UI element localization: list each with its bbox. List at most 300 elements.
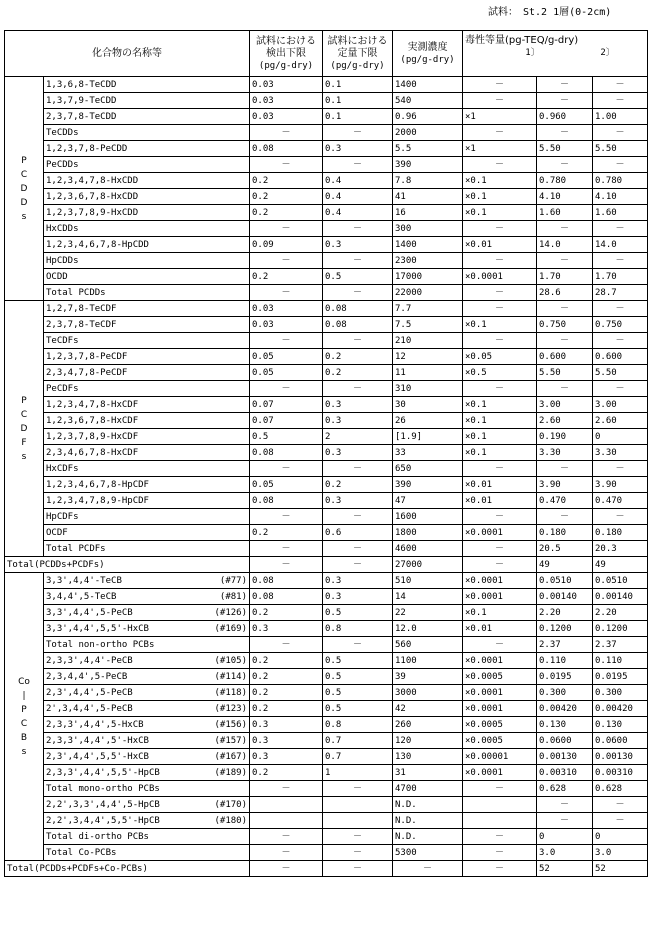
quantitation-limit-cell: － [323, 829, 393, 845]
compound-name-cell [44, 669, 250, 685]
teq-2-cell: 0.130 [593, 717, 648, 733]
teq-2-cell: － [593, 333, 648, 349]
compound-name-cell [44, 589, 250, 605]
compound-name-wrap [46, 688, 247, 698]
tef-cell: ×0.1 [463, 173, 537, 189]
quantitation-limit-cell: 0.08 [323, 301, 393, 317]
concentration-cell: 540 [393, 93, 463, 109]
teq-1-cell: 0.628 [537, 781, 593, 797]
teq-1-cell: － [537, 509, 593, 525]
teq-2-cell: 3.00 [593, 397, 648, 413]
table-row [5, 749, 648, 765]
tef-cell: － [463, 781, 537, 797]
pcdfs-group-label: P C D F s [5, 301, 44, 557]
table-row [5, 669, 648, 685]
quantitation-limit-cell: 0.2 [323, 349, 393, 365]
detection-limit-cell: 0.2 [250, 525, 323, 541]
teq-1-cell: － [537, 77, 593, 93]
tef-cell: － [463, 285, 537, 301]
detection-limit-cell: － [250, 541, 323, 557]
tef-cell: ×0.0001 [463, 765, 537, 781]
compound-number: (#180) [214, 815, 247, 826]
compound-number: (#118) [214, 687, 247, 698]
table-row [5, 205, 648, 221]
table-row [5, 93, 648, 109]
teq-1-cell: 0.600 [537, 349, 593, 365]
detection-limit-cell: － [250, 829, 323, 845]
compound-name-cell: 2,3,4,6,7,8-HxCDF [44, 445, 250, 461]
table-row [5, 573, 648, 589]
concentration-cell: 0.96 [393, 109, 463, 125]
tef-cell: ×0.05 [463, 349, 537, 365]
compound-name-cell: HxCDFs [44, 461, 250, 477]
compound-number: (#169) [214, 623, 247, 634]
quantitation-limit-cell: 0.7 [323, 749, 393, 765]
teq-1-cell: － [537, 461, 593, 477]
teq-1-cell: 4.10 [537, 189, 593, 205]
compound-name-cell: 1,2,3,4,7,8,9-HpCDF [44, 493, 250, 509]
concentration-cell: 16 [393, 205, 463, 221]
detection-limit-cell: － [250, 285, 323, 301]
header-tox-note-1: 1〕 [525, 48, 540, 58]
quantitation-limit-cell: － [323, 125, 393, 141]
header-compound-name: 化合物の名称等 [5, 31, 250, 77]
tef-cell: ×0.5 [463, 365, 537, 381]
concentration-cell: 1400 [393, 77, 463, 93]
compound-number: (#156) [214, 719, 247, 730]
detection-limit-cell: 0.03 [250, 317, 323, 333]
compound-name-cell: 1,2,3,6,7,8-HxCDD [44, 189, 250, 205]
compound-name-wrap [46, 608, 247, 618]
teq-1-cell: 2.20 [537, 605, 593, 621]
detection-limit-cell: 0.05 [250, 477, 323, 493]
table-row [5, 77, 648, 93]
teq-2-cell: 0.180 [593, 525, 648, 541]
detection-limit-cell: 0.05 [250, 349, 323, 365]
table-row [5, 397, 648, 413]
detection-limit-cell: 0.3 [250, 621, 323, 637]
detection-limit-cell: － [250, 333, 323, 349]
compound-name-cell [44, 605, 250, 621]
tef-cell: － [463, 301, 537, 317]
teq-1-cell: 28.6 [537, 285, 593, 301]
teq-1-cell: 0.110 [537, 653, 593, 669]
compound-name-cell [44, 573, 250, 589]
table-row [5, 301, 648, 317]
teq-1-cell: 1.60 [537, 205, 593, 221]
concentration-cell: [1.9] [393, 429, 463, 445]
tef-cell: － [463, 637, 537, 653]
detection-limit-cell [250, 797, 323, 813]
compound-name-cell: TeCDDs [44, 125, 250, 141]
teq-2-cell: － [593, 461, 648, 477]
quantitation-limit-cell: 0.8 [323, 621, 393, 637]
quantitation-limit-cell: 0.5 [323, 269, 393, 285]
teq-1-cell: － [537, 221, 593, 237]
concentration-cell: 7.8 [393, 173, 463, 189]
teq-1-cell: 0.00310 [537, 765, 593, 781]
concentration-cell: 5.5 [393, 141, 463, 157]
compound-number: (#189) [214, 767, 247, 778]
detection-limit-cell: 0.2 [250, 765, 323, 781]
teq-2-cell: 1.70 [593, 269, 648, 285]
teq-1-cell: － [537, 157, 593, 173]
tef-cell: － [463, 845, 537, 861]
tef-cell: ×0.0001 [463, 269, 537, 285]
compound-number: (#77) [219, 575, 247, 586]
dioxin-results-table [4, 30, 648, 877]
quantitation-limit-cell: 0.4 [323, 205, 393, 221]
tef-cell: － [463, 557, 537, 573]
tef-cell: ×0.0001 [463, 525, 537, 541]
compound-name-wrap [46, 624, 247, 634]
quantitation-limit-cell: 0.2 [323, 365, 393, 381]
compound-name-cell [44, 733, 250, 749]
table-row [5, 173, 648, 189]
compound-name-wrap [46, 576, 247, 586]
grand-total-row [5, 861, 648, 877]
teq-2-cell: 0.00310 [593, 765, 648, 781]
quantitation-limit-cell: 0.4 [323, 189, 393, 205]
quantitation-limit-cell: 0.5 [323, 605, 393, 621]
tef-cell: ×0.1 [463, 205, 537, 221]
detection-limit-cell: 0.08 [250, 493, 323, 509]
table-row [5, 333, 648, 349]
compound-name-cell: HxCDDs [44, 221, 250, 237]
quantitation-limit-cell: 0.5 [323, 701, 393, 717]
teq-1-cell: 0 [537, 829, 593, 845]
quantitation-limit-cell: 0.4 [323, 173, 393, 189]
teq-2-cell: － [593, 77, 648, 93]
detection-limit-cell: 0.09 [250, 237, 323, 253]
detection-limit-cell: 0.08 [250, 141, 323, 157]
detection-limit-cell: 0.05 [250, 365, 323, 381]
teq-2-cell: 0.110 [593, 653, 648, 669]
table-row [5, 365, 648, 381]
detection-limit-cell: 0.07 [250, 397, 323, 413]
teq-1-cell: 0.300 [537, 685, 593, 701]
tef-cell: ×0.01 [463, 237, 537, 253]
header-toxic-equivalent [463, 31, 648, 77]
tef-cell: － [463, 541, 537, 557]
table-row [5, 317, 648, 333]
compound-name: 2',3,4,4',5-PeCB [46, 703, 133, 714]
table-row [5, 269, 648, 285]
tef-cell: － [463, 253, 537, 269]
table-row [5, 589, 648, 605]
concentration-cell: N.D. [393, 813, 463, 829]
teq-1-cell: 0.750 [537, 317, 593, 333]
compound-name: 2,2',3,3',4,4',5-HpCB [46, 799, 160, 810]
compound-name-cell [44, 685, 250, 701]
total-name-cell: Total(PCDDs+PCDFs) [5, 557, 250, 573]
compound-name-cell: 1,3,7,9-TeCDD [44, 93, 250, 109]
quantitation-limit-cell: 0.1 [323, 77, 393, 93]
concentration-cell: 260 [393, 717, 463, 733]
detection-limit-cell: － [250, 381, 323, 397]
header-concentration-unit: (pg/g-dry) [400, 54, 455, 65]
detection-limit-cell: 0.07 [250, 413, 323, 429]
table-row [5, 605, 648, 621]
tef-cell: ×0.0005 [463, 733, 537, 749]
teq-2-cell: － [593, 509, 648, 525]
compound-name-cell: Total Co-PCBs [44, 845, 250, 861]
table-row [5, 189, 648, 205]
header-quantitation-limit [323, 31, 393, 77]
compound-name-wrap [46, 768, 247, 778]
teq-1-cell: － [537, 797, 593, 813]
concentration-cell: 26 [393, 413, 463, 429]
tef-cell: ×0.0001 [463, 589, 537, 605]
teq-2-cell: － [593, 125, 648, 141]
teq-1-cell: 0.00420 [537, 701, 593, 717]
tef-cell: － [463, 93, 537, 109]
quantitation-limit-cell: － [323, 541, 393, 557]
teq-1-cell: 3.30 [537, 445, 593, 461]
quantitation-limit-cell: － [323, 861, 393, 877]
detection-limit-cell: 0.2 [250, 685, 323, 701]
detection-limit-cell: － [250, 557, 323, 573]
compound-name-cell: OCDF [44, 525, 250, 541]
compound-name: 2,3',4,4',5-PeCB [46, 687, 133, 698]
teq-1-cell: 1.70 [537, 269, 593, 285]
detection-limit-cell: 0.03 [250, 109, 323, 125]
quantitation-limit-cell: 0.1 [323, 109, 393, 125]
compound-name: 2,3,4,4',5-PeCB [46, 671, 128, 682]
teq-2-cell: 0.00130 [593, 749, 648, 765]
table-row [5, 477, 648, 493]
concentration-cell: N.D. [393, 829, 463, 845]
teq-2-cell: 0.0600 [593, 733, 648, 749]
detection-limit-cell: － [250, 861, 323, 877]
teq-1-cell: 0.00130 [537, 749, 593, 765]
teq-2-cell: － [593, 813, 648, 829]
teq-1-cell: － [537, 301, 593, 317]
concentration-cell: 390 [393, 477, 463, 493]
compound-name-cell: 2,3,7,8-TeCDD [44, 109, 250, 125]
quantitation-limit-cell: － [323, 221, 393, 237]
tef-cell: － [463, 861, 537, 877]
table-row [5, 781, 648, 797]
teq-1-cell: 2.60 [537, 413, 593, 429]
concentration-cell: 210 [393, 333, 463, 349]
teq-1-cell: － [537, 93, 593, 109]
teq-1-cell: 0.0510 [537, 573, 593, 589]
concentration-cell: 390 [393, 157, 463, 173]
teq-2-cell: 1.00 [593, 109, 648, 125]
tef-cell [463, 813, 537, 829]
detection-limit-cell: 0.2 [250, 189, 323, 205]
compound-name: 3,3',4,4',5-PeCB [46, 607, 133, 618]
table-row [5, 733, 648, 749]
quantitation-limit-cell: 0.5 [323, 685, 393, 701]
header-quantitation-limit-label: 試料における定量下限 [327, 35, 388, 59]
concentration-cell: 33 [393, 445, 463, 461]
teq-1-cell: 0.960 [537, 109, 593, 125]
table-row [5, 637, 648, 653]
header-toxic-equivalent-label: 毒性等量(pg-TEQ/g-dry) [465, 35, 579, 46]
teq-2-cell: 4.10 [593, 189, 648, 205]
tef-cell: ×0.1 [463, 413, 537, 429]
compound-name-cell: HpCDFs [44, 509, 250, 525]
compound-name-wrap [46, 816, 247, 826]
detection-limit-cell: － [250, 845, 323, 861]
quantitation-limit-cell: 0.3 [323, 237, 393, 253]
teq-2-cell: 0.750 [593, 317, 648, 333]
table-row [5, 381, 648, 397]
compound-name-cell: 2,3,7,8-TeCDF [44, 317, 250, 333]
concentration-cell: 47 [393, 493, 463, 509]
detection-limit-cell: 0.2 [250, 669, 323, 685]
teq-1-cell: － [537, 381, 593, 397]
tef-cell: ×1 [463, 109, 537, 125]
compound-name-cell [44, 797, 250, 813]
compound-number: (#126) [214, 607, 247, 618]
quantitation-limit-cell: 0.5 [323, 653, 393, 669]
detection-limit-cell: 0.2 [250, 653, 323, 669]
detection-limit-cell: 0.5 [250, 429, 323, 445]
quantitation-limit-cell: － [323, 845, 393, 861]
concentration-cell: 39 [393, 669, 463, 685]
tef-cell: ×0.0005 [463, 669, 537, 685]
teq-2-cell: 5.50 [593, 141, 648, 157]
compound-name: 2,2',3,4,4',5,5'-HpCB [46, 815, 160, 826]
compound-name-cell: 1,2,3,4,6,7,8-HpCDF [44, 477, 250, 493]
teq-1-cell: － [537, 125, 593, 141]
teq-2-cell: 52 [593, 861, 648, 877]
quantitation-limit-cell: 0.8 [323, 717, 393, 733]
tef-cell: ×0.0001 [463, 701, 537, 717]
detection-limit-cell: 0.08 [250, 445, 323, 461]
quantitation-limit-cell: － [323, 557, 393, 573]
concentration-cell: 12.0 [393, 621, 463, 637]
compound-name-cell: OCDD [44, 269, 250, 285]
compound-name-wrap [46, 752, 247, 762]
table-row [5, 797, 648, 813]
teq-2-cell: 1.60 [593, 205, 648, 221]
concentration-cell: 310 [393, 381, 463, 397]
detection-limit-cell: 0.08 [250, 589, 323, 605]
teq-2-cell: 0.628 [593, 781, 648, 797]
teq-1-cell: 0.190 [537, 429, 593, 445]
detection-limit-cell: 0.03 [250, 301, 323, 317]
table-row [5, 413, 648, 429]
detection-limit-cell: 0.2 [250, 173, 323, 189]
detection-limit-cell: 0.2 [250, 605, 323, 621]
compound-name: 2,3,3',4,4'-PeCB [46, 655, 133, 666]
teq-1-cell: 49 [537, 557, 593, 573]
teq-2-cell: 0.00420 [593, 701, 648, 717]
compound-name-cell: 1,2,3,4,7,8-HxCDF [44, 397, 250, 413]
concentration-cell: 2000 [393, 125, 463, 141]
table-row [5, 845, 648, 861]
detection-limit-cell: 0.3 [250, 717, 323, 733]
detection-limit-cell [250, 813, 323, 829]
compound-number: (#170) [214, 799, 247, 810]
tef-cell: － [463, 221, 537, 237]
teq-1-cell: 3.0 [537, 845, 593, 861]
compound-name-cell: 1,2,3,7,8-PeCDD [44, 141, 250, 157]
header-detection-limit-label: 試料における検出下限 [256, 35, 316, 59]
compound-name-cell: Total di-ortho PCBs [44, 829, 250, 845]
compound-name-cell: 1,2,3,7,8,9-HxCDD [44, 205, 250, 221]
quantitation-limit-cell: － [323, 461, 393, 477]
concentration-cell: 650 [393, 461, 463, 477]
concentration-cell: 7.5 [393, 317, 463, 333]
teq-1-cell: 14.0 [537, 237, 593, 253]
teq-2-cell: 5.50 [593, 365, 648, 381]
compound-name-wrap [46, 592, 247, 602]
quantitation-limit-cell: 1 [323, 765, 393, 781]
header-detection-limit-unit: (pg/g-dry) [258, 60, 314, 71]
table-row [5, 701, 648, 717]
tef-cell: ×0.01 [463, 477, 537, 493]
teq-2-cell: 0.00140 [593, 589, 648, 605]
teq-1-cell: 0.1200 [537, 621, 593, 637]
compound-name-wrap [46, 704, 247, 714]
detection-limit-cell: － [250, 509, 323, 525]
concentration-cell: 42 [393, 701, 463, 717]
concentration-cell: 3000 [393, 685, 463, 701]
quantitation-limit-cell: 0.5 [323, 669, 393, 685]
header-quantitation-limit-unit: (pg/g-dry) [330, 60, 385, 71]
detection-limit-cell: 0.2 [250, 701, 323, 717]
tef-cell: ×0.1 [463, 189, 537, 205]
compound-name-cell [44, 765, 250, 781]
table-row [5, 525, 648, 541]
tef-cell: － [463, 381, 537, 397]
table-body [5, 77, 648, 877]
detection-limit-cell: 0.3 [250, 733, 323, 749]
quantitation-limit-cell: － [323, 253, 393, 269]
quantitation-limit-cell: 0.3 [323, 413, 393, 429]
compound-name-cell: 1,2,3,7,8,9-HxCDF [44, 429, 250, 445]
concentration-cell: 11 [393, 365, 463, 381]
tef-cell: － [463, 77, 537, 93]
compound-name-wrap [46, 656, 247, 666]
concentration-cell: 7.7 [393, 301, 463, 317]
teq-2-cell: 0.0195 [593, 669, 648, 685]
table-row [5, 109, 648, 125]
table-row [5, 445, 648, 461]
compound-name: 2,3',4,4',5,5'-HxCB [46, 751, 149, 762]
compound-name-wrap [46, 672, 247, 682]
detection-limit-cell: 0.03 [250, 93, 323, 109]
detection-limit-cell: 0.03 [250, 77, 323, 93]
compound-name: 2,3,3',4,4',5-HxCB [46, 719, 144, 730]
table-row [5, 157, 648, 173]
tef-cell: ×0.1 [463, 605, 537, 621]
teq-1-cell: 3.00 [537, 397, 593, 413]
teq-2-cell: － [593, 381, 648, 397]
concentration-cell: N.D. [393, 797, 463, 813]
quantitation-limit-cell: － [323, 333, 393, 349]
detection-limit-cell: 0.2 [250, 269, 323, 285]
teq-2-cell: 0.780 [593, 173, 648, 189]
tef-cell: ×0.1 [463, 429, 537, 445]
compound-name-cell [44, 653, 250, 669]
teq-2-cell: 0.300 [593, 685, 648, 701]
concentration-cell: 1600 [393, 509, 463, 525]
table-row [5, 685, 648, 701]
table-row [5, 509, 648, 525]
teq-1-cell: － [537, 253, 593, 269]
teq-2-cell: 2.37 [593, 637, 648, 653]
concentration-cell: 4700 [393, 781, 463, 797]
quantitation-limit-cell: 0.08 [323, 317, 393, 333]
table-row [5, 621, 648, 637]
tef-cell: ×0.1 [463, 445, 537, 461]
